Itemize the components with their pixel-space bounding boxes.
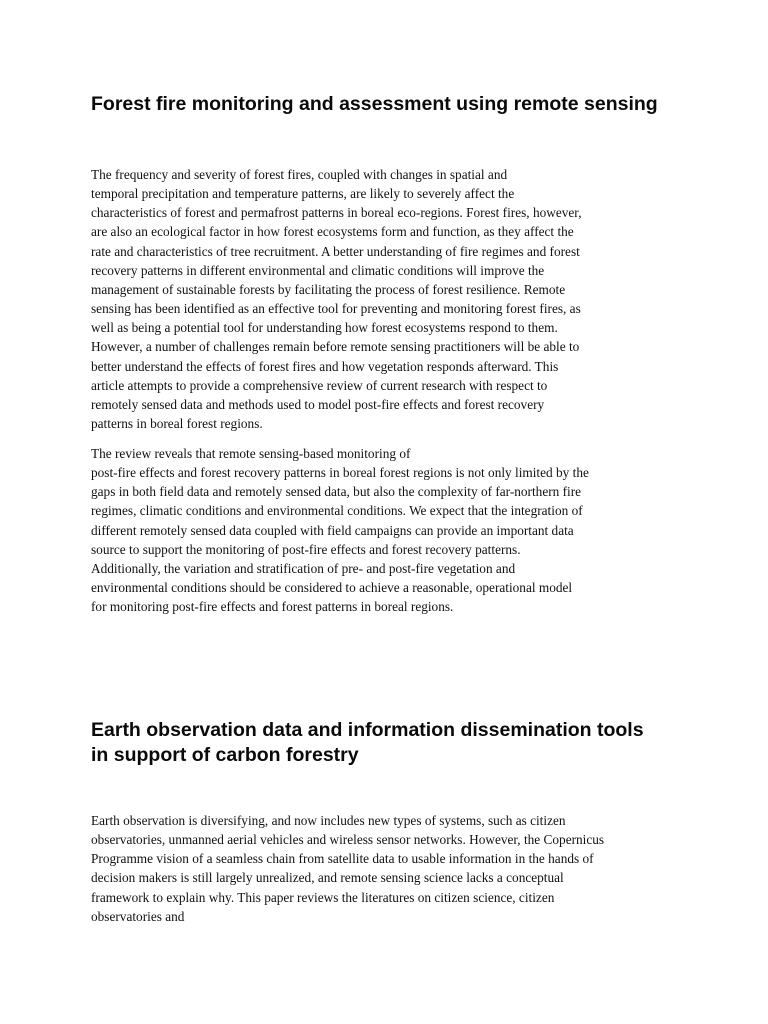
text-line: gaps in both field data and remotely sensed data, but also the complexity of far-northern fire [91, 484, 582, 500]
text-line: The review reveals that remote sensing-based monitoring of [91, 446, 411, 461]
text-line: Earth observation is diversifying, and now includes new types of systems, such as citizen [91, 813, 566, 828]
title-line: Earth observation data and information dissemination tools [91, 719, 644, 741]
text-line: decision makers is still largely unrealized, and remote sensing science lacks a conceptual [91, 870, 564, 886]
text-line: observatories and [91, 908, 185, 924]
text-line: article attempts to provide a comprehensive review of current research with respect to [91, 377, 548, 393]
text-line: However, a number of challenges remain before remote sensing practitioners will be able to [91, 339, 580, 355]
text-line: well as being a potential tool for understanding how forest ecosystems respond to them. [91, 320, 558, 336]
text-line: for monitoring post-fire effects and forest patterns in boreal regions. [91, 599, 454, 615]
text-line: recovery patterns in different environmental and climatic conditions will improve the [91, 262, 545, 278]
text-line: management of sustainable forests by facilitating the process of forest resilience. Remote [91, 281, 566, 297]
text-line: post-fire effects and forest recovery patterns in boreal forest regions is not only limited by the [91, 465, 589, 481]
text-line: observatories, unmanned aerial vehicles and wireless sensor networks. However, the Copernicus [91, 832, 605, 848]
text-line: characteristics of forest and permafrost patterns in boreal eco-regions. Forest fires, however, [91, 205, 582, 221]
text-line: source to support the monitoring of post-fire effects and forest recovery patterns. [91, 541, 521, 557]
section-1-paragraph-1 [91, 165, 691, 433]
text-line: different remotely sensed data coupled with field campaigns can provide an important data [91, 522, 574, 538]
text-line: are also an ecological factor in how forest ecosystems form and function, as they affect the [91, 224, 574, 240]
section-2-paragraph-1 [91, 811, 691, 926]
text-line: framework to explain why. This paper reviews the literatures on citizen science, citizen [91, 889, 555, 905]
section-1-paragraph-2 [91, 444, 691, 616]
text-line: sensing has been identified as an effective tool for preventing and monitoring forest fires, as [91, 301, 581, 317]
section-2-title [91, 718, 731, 768]
text-line: regimes, climatic conditions and environmental conditions. We expect that the integration of [91, 503, 583, 519]
text-line: better understand the effects of forest fires and how vegetation responds afterward. This [91, 358, 559, 374]
text-line: remotely sensed data and methods used to model post-fire effects and forest recovery [91, 396, 545, 412]
text-line: The frequency and severity of forest fires, coupled with changes in spatial and [91, 167, 508, 182]
text-line: Additionally, the variation and stratification of pre- and post-fire vegetation and [91, 560, 516, 576]
section-1-title: Forest fire monitoring and assessment using remote sensing [91, 93, 658, 115]
text-line: Programme vision of a seamless chain from satellite data to usable information in the hands of [91, 851, 594, 867]
text-line: temporal precipitation and temperature patterns, are likely to severely affect the [91, 186, 515, 202]
title-line: in support of carbon forestry [91, 744, 359, 766]
text-line: rate and characteristics of tree recruitment. A better understanding of fire regimes and forest [91, 243, 580, 259]
text-line: patterns in boreal forest regions. [91, 416, 263, 432]
text-line: environmental conditions should be considered to achieve a reasonable, operational model [91, 580, 573, 596]
